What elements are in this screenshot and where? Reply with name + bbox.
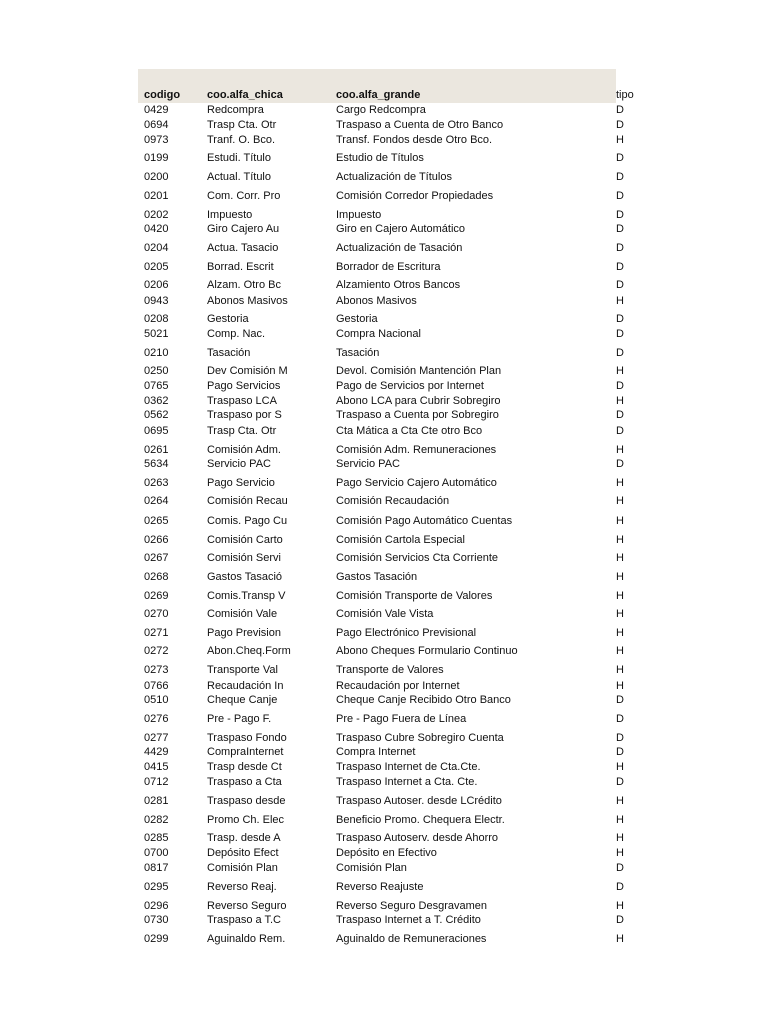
cell-tipo: H [616,365,624,377]
cell-alfa-grande: Comisión Corredor Propiedades [336,190,494,202]
cell-alfa-chica: Comisión Plan [207,862,278,874]
cell-alfa-grande: Comisión Cartola Especial [336,534,465,546]
cell-alfa-grande: Traspaso Cubre Sobregiro Cuenta [336,732,504,744]
cell-alfa-chica: Comisión Servi [207,552,281,564]
cell-alfa-grande: Reverso Reajuste [336,881,424,893]
cell-alfa-grande: Comisión Recaudación [336,495,450,507]
cell-tipo: H [616,814,624,826]
cell-codigo: 0202 [144,209,169,221]
cell-alfa-grande: Pago Servicio Cajero Automático [336,477,497,489]
cell-alfa-chica: Pago Servicio [207,477,275,489]
cell-alfa-grande: Impuesto [336,209,382,221]
cell-alfa-grande: Transporte de Valores [336,664,444,676]
cell-codigo: 0265 [144,515,169,527]
cell-codigo: 0295 [144,881,169,893]
cell-tipo: H [616,590,624,602]
cell-alfa-grande: Cta Mática a Cta Cte otro Bco [336,425,483,437]
cell-codigo: 0267 [144,552,169,564]
cell-alfa-grande: Recaudación por Internet [336,680,460,692]
cell-tipo: D [616,328,624,340]
cell-alfa-chica: Alzam. Otro Bc [207,279,281,291]
cell-codigo: 0766 [144,680,169,692]
cell-alfa-chica: Traspaso a T.C [207,914,281,926]
cell-alfa-chica: Traspaso por S [207,409,282,421]
cell-alfa-grande: Abonos Masivos [336,295,417,307]
cell-alfa-chica: Pago Servicios [207,380,281,392]
cell-alfa-chica: Abon.Cheq.Form [207,645,291,657]
cell-alfa-chica: Reverso Seguro [207,900,287,912]
cell-tipo: D [616,152,624,164]
cell-alfa-chica: Pre - Pago F. [207,713,272,725]
cell-alfa-grande: Comisión Plan [336,862,407,874]
cell-tipo: H [616,795,624,807]
cell-alfa-chica: Pago Prevision [207,627,281,639]
cell-codigo: 0299 [144,933,169,945]
cell-alfa-chica: Traspaso a Cta [207,776,282,788]
cell-alfa-chica: Gestoria [207,313,249,325]
cell-codigo: 0712 [144,776,169,788]
cell-tipo: H [616,534,624,546]
cell-tipo: H [616,495,624,507]
cell-codigo: 0700 [144,847,169,859]
cell-tipo: H [616,608,624,620]
cell-codigo: 0206 [144,279,169,291]
cell-codigo: 0730 [144,914,169,926]
header-alfa-grande: coo.alfa_grande [336,89,421,101]
cell-tipo: D [616,313,624,325]
cell-tipo: D [616,190,624,202]
header-codigo: codigo [144,89,181,101]
cell-alfa-chica: Trasp Cta. Otr [207,119,277,131]
cell-alfa-chica: Trasp. desde A [207,832,281,844]
cell-alfa-chica: Abonos Masivos [207,295,288,307]
cell-alfa-grande: Pre - Pago Fuera de Línea [336,713,467,725]
cell-tipo: H [616,552,624,564]
cell-alfa-grande: Actualización de Tasación [336,242,463,254]
cell-alfa-chica: Traspaso LCA [207,395,277,407]
cell-codigo: 0510 [144,694,169,706]
cell-alfa-chica: Comis.Transp V [207,590,286,602]
cell-codigo: 0695 [144,425,169,437]
cell-codigo: 0285 [144,832,169,844]
cell-alfa-grande: Abono Cheques Formulario Continuo [336,645,518,657]
cell-tipo: D [616,242,624,254]
cell-alfa-chica: Giro Cajero Au [207,223,280,235]
cell-alfa-grande: Alzamiento Otros Bancos [336,279,461,291]
cell-alfa-grande: Cheque Canje Recibido Otro Banco [336,694,511,706]
cell-tipo: H [616,295,624,307]
cell-tipo: H [616,761,624,773]
cell-alfa-chica: Depósito Efect [207,847,279,859]
cell-alfa-grande: Actualización de Títulos [336,171,452,183]
cell-alfa-grande: Estudio de Títulos [336,152,424,164]
cell-codigo: 0765 [144,380,169,392]
cell-alfa-grande: Comisión Adm. Remuneraciones [336,444,497,456]
cell-alfa-chica: Tranf. O. Bco. [207,134,276,146]
cell-tipo: D [616,425,624,437]
cell-alfa-chica: Actual. Título [207,171,271,183]
cell-tipo: D [616,119,624,131]
cell-alfa-grande: Devol. Comisión Mantención Plan [336,365,502,377]
cell-tipo: D [616,171,624,183]
cell-codigo: 0272 [144,645,169,657]
cell-alfa-chica: Aguinaldo Rem. [207,933,286,945]
cell-tipo: D [616,261,624,273]
cell-tipo: D [616,694,624,706]
cell-codigo: 0415 [144,761,169,773]
cell-codigo: 0562 [144,409,169,421]
cell-alfa-grande: Traspaso Autoserv. desde Ahorro [336,832,499,844]
cell-codigo: 0429 [144,104,169,116]
cell-alfa-chica: Comisión Adm. [207,444,281,456]
cell-tipo: D [616,409,624,421]
cell-codigo: 0199 [144,152,169,164]
cell-codigo: 0271 [144,627,169,639]
cell-alfa-grande: Compra Internet [336,746,416,758]
cell-codigo: 0817 [144,862,169,874]
cell-codigo: 4429 [144,746,169,758]
cell-alfa-chica: Cheque Canje [207,694,278,706]
cell-alfa-grande: Giro en Cajero Automático [336,223,466,235]
cell-alfa-chica: Tasación [207,347,251,359]
cell-codigo: 0201 [144,190,169,202]
cell-alfa-chica: Recaudación In [207,680,284,692]
cell-tipo: D [616,732,624,744]
cell-codigo: 0200 [144,171,169,183]
cell-tipo: D [616,223,624,235]
cell-alfa-grande: Pago de Servicios por Internet [336,380,484,392]
cell-alfa-chica: Trasp Cta. Otr [207,425,277,437]
cell-alfa-grande: Depósito en Efectivo [336,847,437,859]
cell-alfa-chica: Comisión Carto [207,534,283,546]
cell-codigo: 0276 [144,713,169,725]
cell-codigo: 0269 [144,590,169,602]
cell-alfa-grande: Tasación [336,347,380,359]
cell-tipo: H [616,515,624,527]
cell-tipo: H [616,627,624,639]
cell-alfa-chica: CompraInternet [207,746,284,758]
cell-codigo: 5021 [144,328,169,340]
cell-alfa-grande: Traspaso a Cuenta de Otro Banco [336,119,504,131]
cell-codigo: 0281 [144,795,169,807]
cell-tipo: H [616,832,624,844]
cell-tipo: D [616,279,624,291]
cell-codigo: 5634 [144,458,169,470]
cell-tipo: D [616,209,624,221]
cell-alfa-chica: Comisión Vale [207,608,278,620]
cell-codigo: 0208 [144,313,169,325]
cell-alfa-chica: Estudi. Título [207,152,271,164]
cell-codigo: 0266 [144,534,169,546]
cell-tipo: D [616,862,624,874]
cell-alfa-chica: Borrad. Escrit [207,261,274,273]
cell-tipo: H [616,847,624,859]
cell-alfa-chica: Com. Corr. Pro [207,190,281,202]
cell-alfa-grande: Traspaso Autoser. desde LCrédito [336,795,502,807]
cell-codigo: 0973 [144,134,169,146]
cell-tipo: D [616,347,624,359]
cell-alfa-chica: Dev Comisión M [207,365,288,377]
cell-tipo: H [616,134,624,146]
cell-codigo: 0261 [144,444,169,456]
cell-codigo: 0250 [144,365,169,377]
cell-alfa-chica: Traspaso desde [207,795,286,807]
cell-codigo: 0694 [144,119,169,131]
cell-alfa-chica: Reverso Reaj. [207,881,277,893]
cell-alfa-chica: Gastos Tasació [207,571,283,583]
cell-alfa-chica: Comisión Recau [207,495,288,507]
cell-alfa-grande: Traspaso Internet a Cta. Cte. [336,776,478,788]
cell-tipo: D [616,380,624,392]
cell-tipo: H [616,680,624,692]
cell-codigo: 0282 [144,814,169,826]
cell-codigo: 0362 [144,395,169,407]
header-tipo: tipo [616,89,634,101]
cell-tipo: H [616,664,624,676]
cell-tipo: D [616,713,624,725]
cell-alfa-grande: Pago Electrónico Previsional [336,627,477,639]
cell-alfa-chica: Comp. Nac. [207,328,266,340]
cell-tipo: H [616,645,624,657]
header-alfa-chica: coo.alfa_chica [207,89,283,101]
cell-tipo: D [616,881,624,893]
cell-codigo: 0273 [144,664,169,676]
cell-codigo: 0268 [144,571,169,583]
cell-tipo: H [616,444,624,456]
cell-codigo: 0210 [144,347,169,359]
cell-alfa-grande: Borrador de Escritura [336,261,441,273]
cell-tipo: D [616,458,624,470]
cell-alfa-grande: Aguinaldo de Remuneraciones [336,933,487,945]
cell-alfa-grande: Gestoria [336,313,378,325]
cell-alfa-grande: Compra Nacional [336,328,421,340]
cell-alfa-grande: Traspaso Internet a T. Crédito [336,914,481,926]
cell-codigo: 0263 [144,477,169,489]
cell-alfa-grande: Cargo Redcompra [336,104,426,116]
cell-alfa-chica: Servicio PAC [207,458,271,470]
cell-tipo: D [616,104,624,116]
cell-alfa-grande: Comisión Pago Automático Cuentas [336,515,513,527]
cell-alfa-chica: Impuesto [207,209,253,221]
cell-alfa-grande: Gastos Tasación [336,571,418,583]
cell-tipo: H [616,571,624,583]
cell-codigo: 0264 [144,495,169,507]
cell-codigo: 0277 [144,732,169,744]
cell-tipo: H [616,900,624,912]
cell-codigo: 0270 [144,608,169,620]
cell-alfa-grande: Traspaso Internet de Cta.Cte. [336,761,481,773]
cell-alfa-chica: Comis. Pago Cu [207,515,288,527]
cell-tipo: D [616,914,624,926]
cell-alfa-grande: Comisión Servicios Cta Corriente [336,552,498,564]
cell-tipo: H [616,477,624,489]
cell-alfa-grande: Beneficio Promo. Chequera Electr. [336,814,505,826]
cell-alfa-grande: Comisión Transporte de Valores [336,590,493,602]
cell-alfa-grande: Reverso Seguro Desgravamen [336,900,488,912]
cell-alfa-grande: Traspaso a Cuenta por Sobregiro [336,409,499,421]
cell-codigo: 0943 [144,295,169,307]
cell-codigo: 0205 [144,261,169,273]
cell-alfa-grande: Transf. Fondos desde Otro Bco. [336,134,493,146]
cell-codigo: 0420 [144,223,169,235]
cell-alfa-chica: Redcompra [207,104,264,116]
cell-alfa-chica: Actua. Tasacio [207,242,279,254]
cell-alfa-chica: Traspaso Fondo [207,732,287,744]
cell-alfa-chica: Transporte Val [207,664,278,676]
cell-alfa-grande: Abono LCA para Cubrir Sobregiro [336,395,501,407]
cell-tipo: H [616,395,624,407]
cell-codigo: 0296 [144,900,169,912]
cell-codigo: 0204 [144,242,169,254]
cell-alfa-chica: Promo Ch. Elec [207,814,285,826]
cell-alfa-grande: Comisión Vale Vista [336,608,434,620]
cell-tipo: D [616,776,624,788]
cell-alfa-grande: Servicio PAC [336,458,400,470]
cell-tipo: D [616,746,624,758]
cell-tipo: H [616,933,624,945]
cell-alfa-chica: Trasp desde Ct [207,761,282,773]
